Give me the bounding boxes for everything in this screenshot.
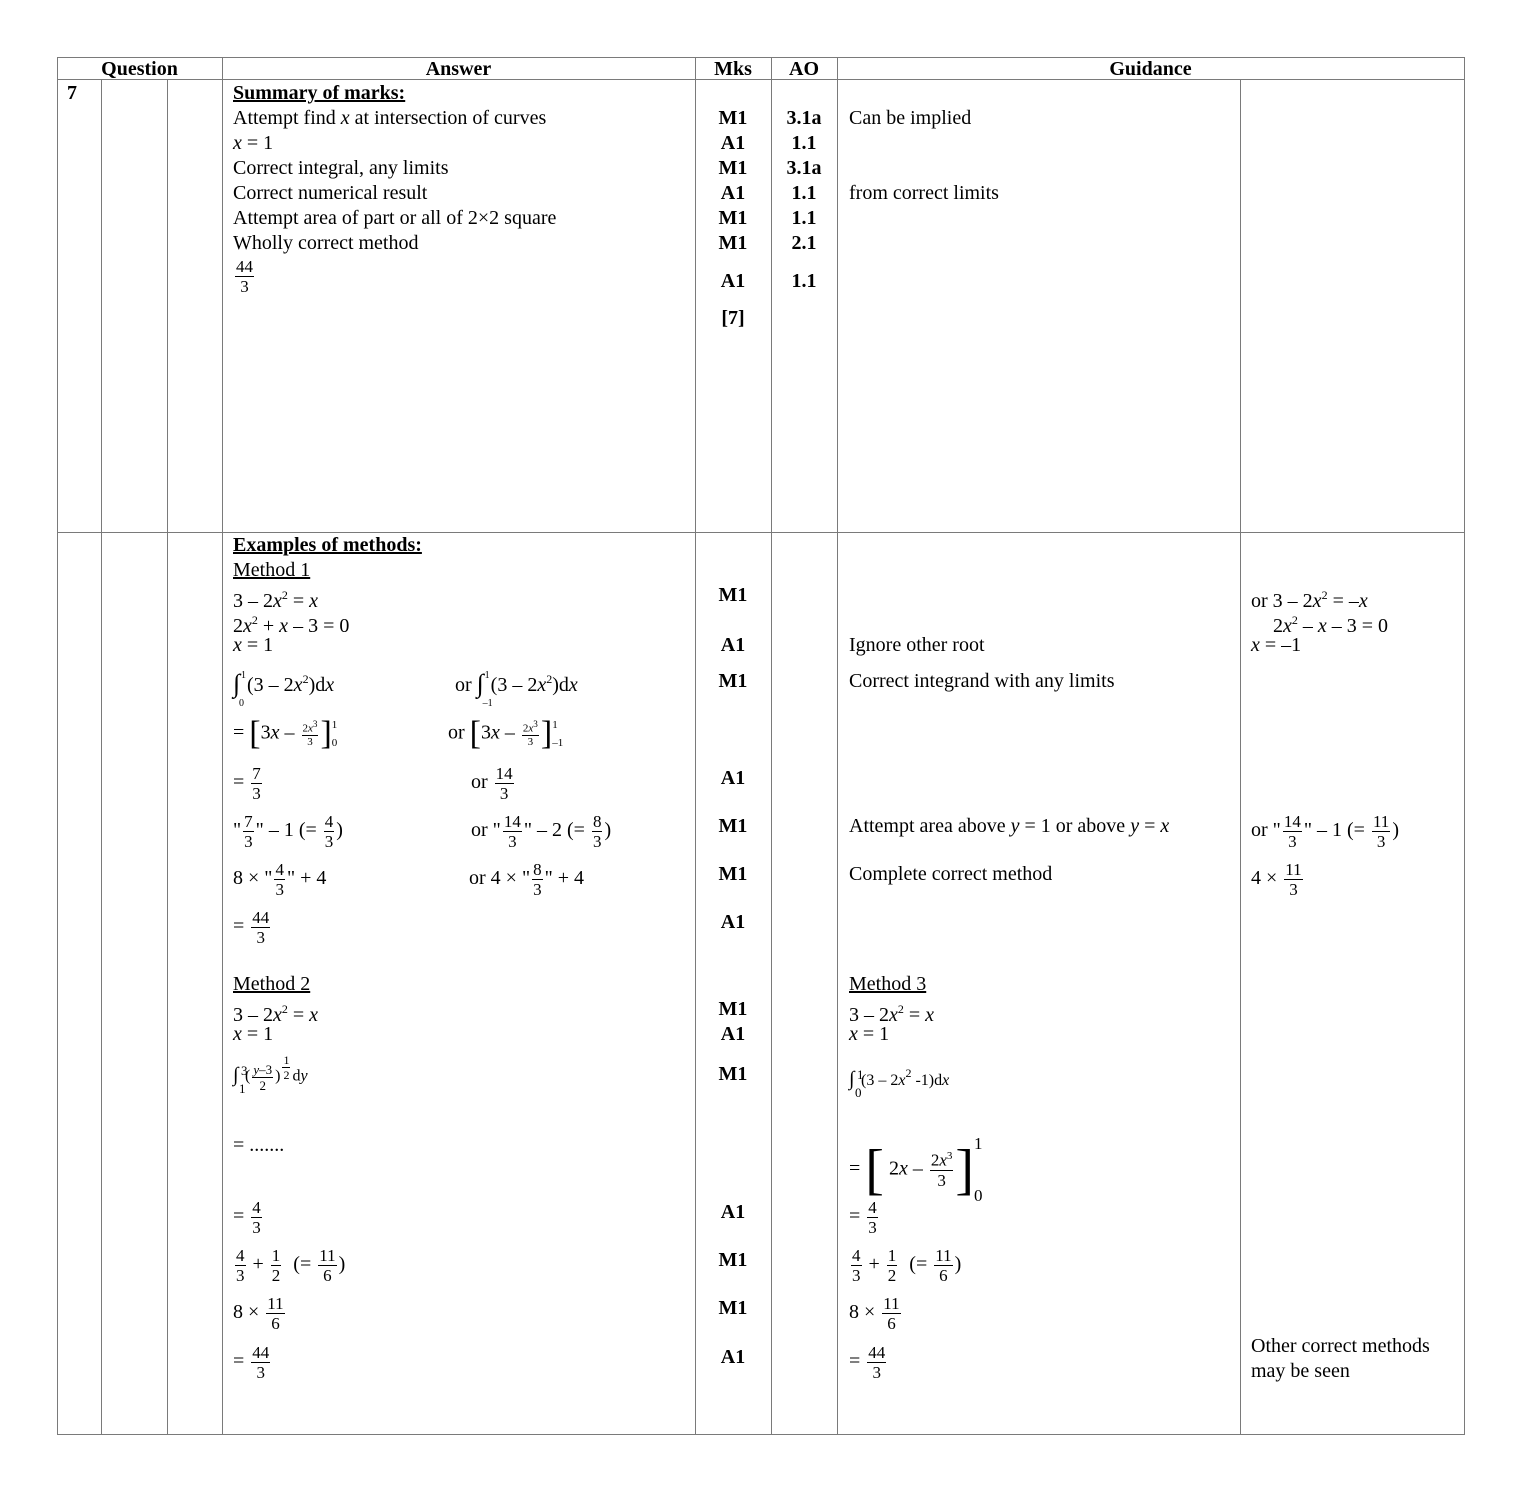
summary-guidance-1: Can be implied xyxy=(849,107,972,129)
section-divider xyxy=(57,532,1465,533)
m2-mks-2: A1 xyxy=(720,1023,746,1045)
ao-left-border xyxy=(771,57,772,1435)
m2-step-evaluate: = ....... xyxy=(233,1134,285,1156)
summary-answer-7: $\frac{44}{3}$ xyxy=(236,257,253,296)
m2-mks-3: M1 xyxy=(718,1063,748,1085)
examples-title: Examples of methods: xyxy=(233,534,422,556)
m2-step-result: = $\frac{44}{3}$ xyxy=(233,1343,270,1382)
summary-total: [7] xyxy=(721,307,745,329)
m1-guidance-area-above: Attempt area above y = 1 or above y = x xyxy=(849,815,1170,837)
method2-title: Method 2 xyxy=(233,973,311,995)
alt-subtract: or " $\frac{14}{3}$ " – 1 (= $\frac{11}{3}$ ) xyxy=(1251,812,1399,851)
summary-ao-3: 3.1a xyxy=(786,157,822,179)
mks-left-border xyxy=(695,57,696,1435)
m1-alt-subtract: or " $\frac{14}{3}$ " – 2 (= $\frac{8}{3}$ ) xyxy=(471,812,612,851)
method1-title: Method 1 xyxy=(233,559,311,581)
m3-step-result: = $\frac{44}{3}$ xyxy=(849,1343,886,1382)
m3-step-evaluate: = [ 2x – $\frac{2x^3}{3}$ ] 1 0 xyxy=(849,1134,983,1205)
m1-guidance-ignore-root: Ignore other root xyxy=(849,634,985,656)
m2-step-combine: 8 × $\frac{11}{6}$ xyxy=(233,1294,284,1333)
m1-step-equation: $3 - 2x^2 = x$ xyxy=(233,588,319,612)
m1-step-integral: ∫ 1 0 $(3 - 2x^2)dx$ xyxy=(233,669,335,710)
m3-step-add: $\frac{4}{3}$ + $\frac{1}{2}$ (= $\frac{11}{6}$ ) xyxy=(852,1246,962,1285)
summary-answer-2: x = 1 xyxy=(233,132,274,154)
m1-guidance-integrand: Correct integrand with any limits xyxy=(849,670,1115,692)
m3-step-combine: 8 × $\frac{11}{6}$ xyxy=(849,1294,900,1333)
m1-step-subtract: " $\frac{7}{3}$ " – 1 (= $\frac{4}{3}$ ) xyxy=(233,812,343,851)
m3-step-equation: $3 - 2x^2 = x$ xyxy=(849,1002,935,1026)
header-ao: AO xyxy=(789,58,819,80)
summary-answer-4: Correct numerical result xyxy=(233,182,428,204)
m1-alt-evaluate: or [3x – $\frac{2x^3}{3}$ ] 1 –1 xyxy=(448,715,564,752)
table-bottom-border xyxy=(57,1434,1465,1435)
m2-mks-1: M1 xyxy=(718,998,748,1020)
m1-mks-4: A1 xyxy=(720,767,746,789)
summary-mks-7: A1 xyxy=(720,270,746,292)
alt-quadratic: $2x^2 - x - 3 = 0$ xyxy=(1273,613,1389,637)
m2-step-root: x = 1 xyxy=(233,1023,274,1045)
m1-mks-1: M1 xyxy=(718,584,748,606)
summary-ao-4: 1.1 xyxy=(791,182,817,204)
m1-step-root: x = 1 xyxy=(233,634,274,656)
question-number: 7 xyxy=(67,82,77,104)
summary-ao-6: 2.1 xyxy=(791,232,817,254)
summary-mks-2: A1 xyxy=(720,132,746,154)
m2-mks-5: M1 xyxy=(718,1249,748,1271)
m1-step-evaluate: = [3x – $\frac{2x^3}{3}$ ] 1 0 xyxy=(233,715,338,752)
header-guidance: Guidance xyxy=(1109,58,1192,80)
m1-alt-integral: or ∫ 1 –1 $(3 - 2x^2)dx$ xyxy=(455,669,578,710)
summary-mks-5: M1 xyxy=(718,207,748,229)
m1-step-value: = $\frac{7}{3}$ xyxy=(233,764,261,803)
alt-combine: 4 × $\frac{11}{3}$ xyxy=(1251,860,1302,899)
m2-step-equation: $3 - 2x^2 = x$ xyxy=(233,1002,319,1026)
header-question: Question xyxy=(101,58,178,80)
alt-root: x = –1 xyxy=(1251,634,1302,656)
m1-alt-value: or $\frac{14}{3}$ xyxy=(471,764,513,803)
summary-mks-6: M1 xyxy=(718,232,748,254)
guidance-left-border xyxy=(837,57,838,1435)
m2-step-integral: ∫ 3 1 ( $\frac{y-3}{2}$ ) $\frac{1}{2}$ dy xyxy=(233,1052,308,1096)
m1-mks-6: M1 xyxy=(718,863,748,885)
table-right-border xyxy=(1464,57,1465,1435)
summary-answer-6: Wholly correct method xyxy=(233,232,419,254)
m1-step-combine: 8 × " $\frac{4}{3}$ " + 4 xyxy=(233,860,327,899)
question-sub-divider-2 xyxy=(167,79,168,1435)
alt-equation: or $3 - 2x^2 = -x$ xyxy=(1251,588,1368,612)
summary-answer-1: Attempt find x at intersection of curves xyxy=(233,107,547,129)
m1-step-result: = $\frac{44}{3}$ xyxy=(233,908,270,947)
m2-step-add: $\frac{4}{3}$ + $\frac{1}{2}$ (= $\frac{11}{6}$ ) xyxy=(236,1246,346,1285)
m1-mks-7: A1 xyxy=(720,911,746,933)
m1-mks-2: A1 xyxy=(720,634,746,656)
summary-mks-4: A1 xyxy=(720,182,746,204)
m3-step-root: x = 1 xyxy=(849,1023,890,1045)
summary-mks-1: M1 xyxy=(718,107,748,129)
m3-step-value: = $\frac{4}{3}$ xyxy=(849,1198,877,1237)
summary-answer-3: Correct integral, any limits xyxy=(233,157,449,179)
summary-ao-7: 1.1 xyxy=(791,270,817,292)
m2-mks-6: M1 xyxy=(718,1297,748,1319)
m2-step-value: = $\frac{4}{3}$ xyxy=(233,1198,261,1237)
summary-answer-5: Attempt area of part or all of 2×2 square xyxy=(233,207,557,229)
guidance-sub-divider xyxy=(1240,79,1241,1435)
table-left-border xyxy=(57,57,58,1435)
m1-step-quadratic: $2x^2 + x - 3 = 0$ xyxy=(233,613,350,637)
m3-step-integral: ∫ 1 0 ($3 - 2x^2$ -1)dx xyxy=(849,1066,950,1101)
summary-mks-3: M1 xyxy=(718,157,748,179)
m1-mks-5: M1 xyxy=(718,815,748,837)
header-mks: Mks xyxy=(714,58,752,80)
summary-ao-5: 1.1 xyxy=(791,207,817,229)
m1-guidance-complete: Complete correct method xyxy=(849,863,1053,885)
m1-mks-3: M1 xyxy=(718,670,748,692)
m1-alt-combine: or 4 × " $\frac{8}{3}$ " + 4 xyxy=(469,860,585,899)
summary-ao-2: 1.1 xyxy=(791,132,817,154)
method3-title: Method 3 xyxy=(849,973,927,995)
summary-ao-1: 3.1a xyxy=(786,107,822,129)
m2-mks-7: A1 xyxy=(720,1346,746,1368)
answer-left-border xyxy=(222,57,223,1435)
summary-guidance-4: from correct limits xyxy=(849,182,999,204)
header-answer: Answer xyxy=(425,58,492,80)
question-sub-divider-1 xyxy=(101,79,102,1435)
summary-title: Summary of marks: xyxy=(233,82,406,104)
m2-mks-4: A1 xyxy=(720,1201,746,1223)
other-methods-note: Other correct methods may be seen xyxy=(1251,1335,1430,1382)
